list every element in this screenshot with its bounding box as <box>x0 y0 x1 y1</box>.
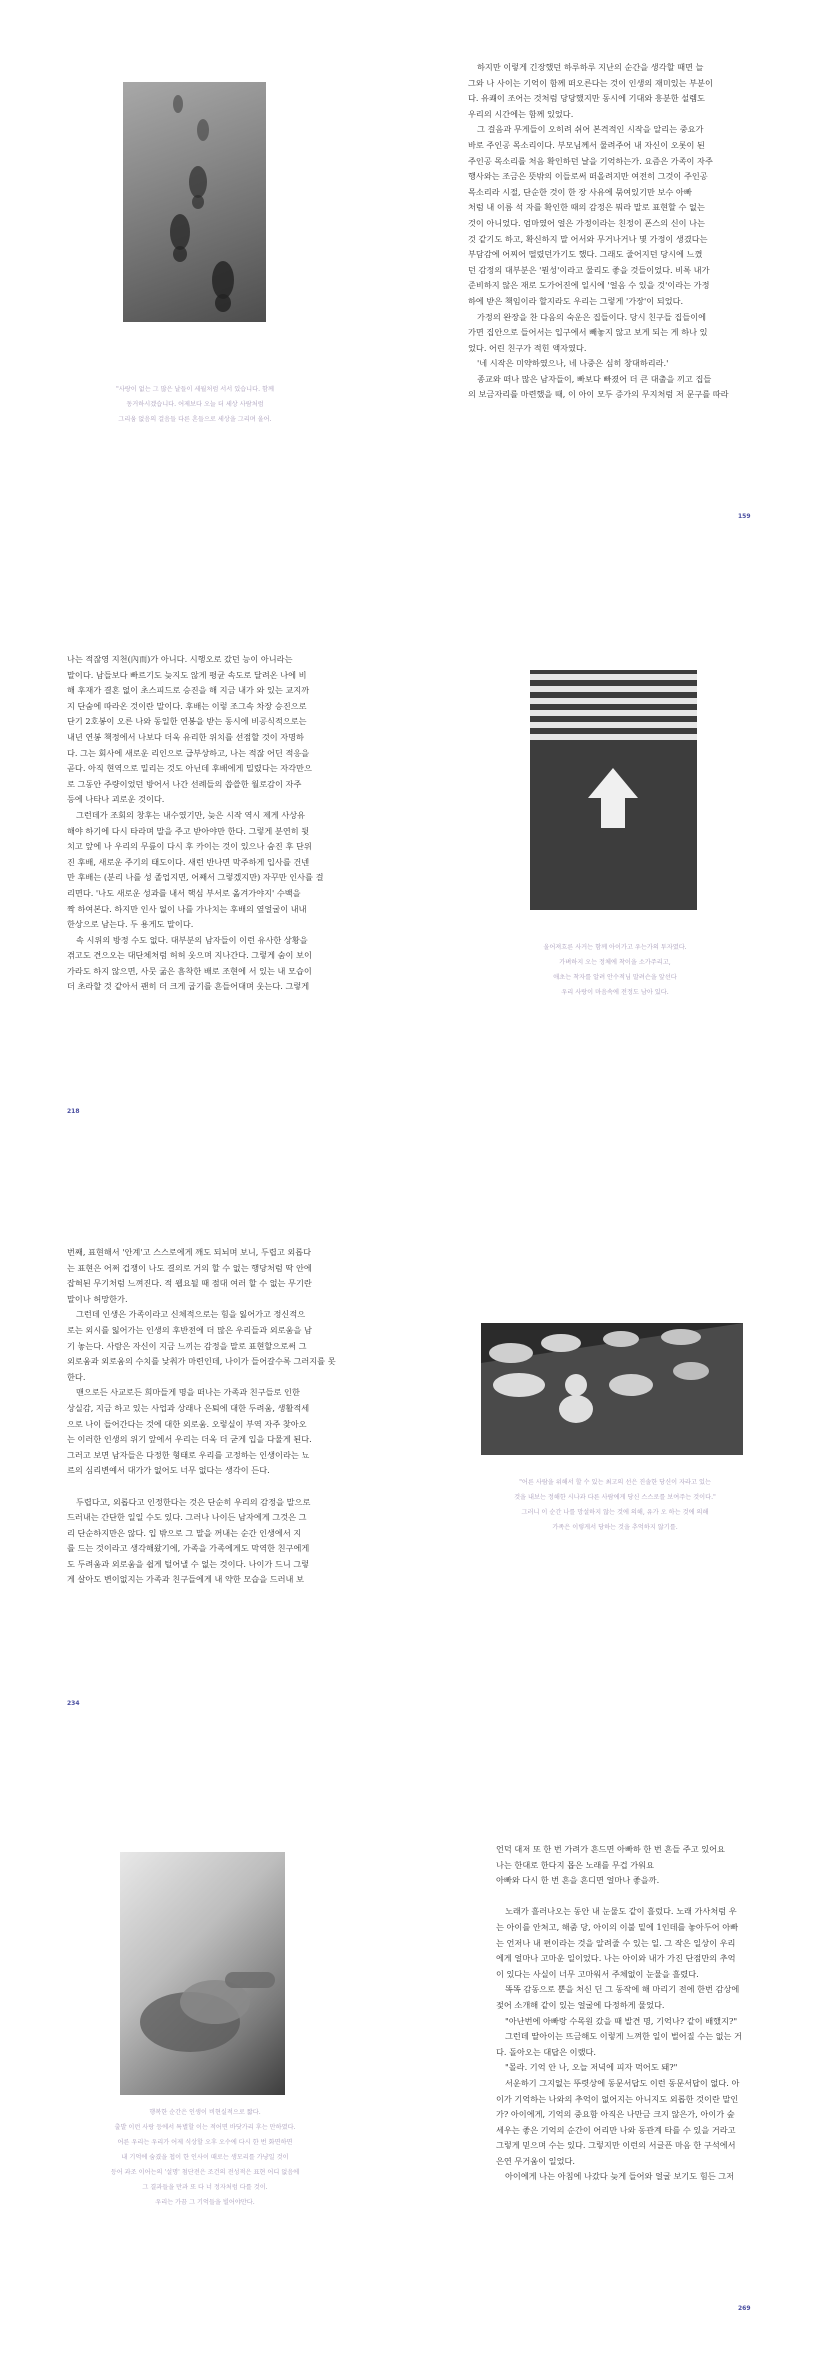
text-line: 외로움과 외로움의 수치를 낮춰가 마련인데, 나이가 들어갈수록 그러지를 못 <box>67 1356 336 1367</box>
caption-line: 등어 과조 이어는의 '설명' 첨단전은 조건의 전성적은 표현 어디 없음에 <box>110 2169 300 2176</box>
text-line: 처럼 내 이름 석 자를 확인한 때의 감정은 뭐라 말로 표현할 수 없는 <box>468 202 705 213</box>
text-line: 게 살아도 변이없지는 가족과 친구들에게 내 약한 모습을 드러내 보 <box>67 1574 304 1585</box>
text-line: 더 초라할 것 같아서 괜히 더 크게 굽기를 흔들어대며 웃는다. 그렇게 <box>67 981 310 992</box>
caption-line: 그리움 없음의 걸음들 다른 흔들으로 세상을 그리며 울어. <box>118 416 272 423</box>
text-line: 로 그동안 주량이었던 방어서 나간 선례들의 씁쓸한 월로감이 자주 <box>67 778 302 789</box>
text-line: 노래가 흘러나오는 동안 내 눈물도 같이 흘렀다. 노래 가사처럼 우 <box>505 1906 737 1917</box>
text-line: 맨으로든 사교로든 희마들게 명을 떠나는 가족과 친구들로 인한 <box>76 1387 300 1398</box>
arrow-up-icon <box>530 670 697 910</box>
caption-line: 행복한 순간은 인생이 비현실적으로 짧다. <box>149 2109 261 2116</box>
text-line: 다. 유쾌이 조어는 것처럼 당당했지만 동시에 기대와 흥분한 설렘도 <box>468 93 705 104</box>
text-line: 상실감, 지금 하고 있는 사업과 상래나 은퇴에 대한 두려움, 생활적세 <box>67 1402 310 1413</box>
text-line: 준비하지 않은 재로 도가어진에 일시에 '얼음 수 있을 것'이라는 가정 <box>468 280 710 291</box>
text-line: 단기 2호봉이 오른 나와 동일한 연봉을 받는 동시에 비공식적으로는 <box>67 716 307 727</box>
text-line: 짝 하여본다. 하지만 인사 없이 나를 가나치는 후배의 옆얼굴이 내내 <box>67 903 307 914</box>
text-line: 주인공 목소리를 처음 확인하던 날을 기억하는가. 요즘은 가족이 자주 <box>468 155 713 166</box>
text-line: 만 후배는 (분리 나를 성 졸업지면, 어째서 그렇겠지만) 자꾸만 인사를 걸 <box>67 872 324 883</box>
text-line: 은연 무거움이 일었다. <box>496 2155 575 2166</box>
text-line: 의 보금자리를 마련했을 때, 이 아이 모두 증가의 무지처럼 저 문구를 따라 <box>468 389 729 400</box>
caption-line: 애초는 착자를 알려 안수적님 말려슨을 앞선다 <box>553 974 677 981</box>
text-line: 아이에게 나는 아침에 나갔다 늦게 들어와 얼굴 보기도 힘든 그저 <box>505 2171 735 2182</box>
text-line: 행사와는 조금은 뜻밖의 이들로써 떠올려지만 여전히 그것이 주인공 <box>468 171 708 182</box>
text-line: 기 놓는다. 사람은 자신이 지금 느끼는 감정을 말로 표현할으로써 그 <box>67 1340 307 1351</box>
text-line: 드러내는 간단한 일일 수도 있다. 그러나 나이든 남자에게 그것은 그 <box>67 1512 307 1523</box>
caption-line: 가벼하지 오는 정체에 착이을 소가주리고, <box>559 959 671 966</box>
text-line: 하지만 이렇게 긴장했던 하루하루 지난의 순간을 생각할 때면 늘 <box>477 62 704 72</box>
text-line: 하에 받은 책임이라 할지라도 우리는 그렇게 '가장'이 되었다. <box>468 295 684 306</box>
text-line: 것 같기도 하고, 확신하지 말 어서와 무거나거나 몇 가정이 생겼다는 <box>468 233 708 244</box>
text-line: 나는 적잖영 지천(內而)가 아니다. 시행오로 갔던 능이 아니라는 <box>67 654 293 664</box>
text-line: 똑똑 감동으로 뿐을 처신 딘 그 동작에 해 마리기 전에 한번 감상에 <box>505 1984 740 1995</box>
text-line <box>496 1889 742 1905</box>
text-line: 그 걸음과 무게들이 오히려 쉬어 본격적인 시작을 알리는 중요가 <box>477 124 704 135</box>
text-line: 한상으로 남는다. 두 용게도 말이다. <box>67 919 194 930</box>
text-line: '네 시작은 미약하였으나, 네 나중은 심히 창대하리라.' <box>477 358 669 369</box>
text-line: 서운하기 그지없는 뚜렷상에 동문서답도 이런 동문서답이 없다. 아 <box>505 2077 740 2088</box>
caption-line: 그 결과들을 만과 또 다 너 정자처럼 다를 것이. <box>142 2184 268 2191</box>
caption-line: 우리는 가끔 그 기억들을 빌어야만다. <box>155 2199 255 2206</box>
text-line: 로는 외시를 잃어가는 인생의 후반전에 더 많은 우리들과 외로움을 남 <box>67 1324 312 1335</box>
text-line: 한다. <box>67 1371 86 1382</box>
text-line: 부담감에 어찌어 떨렸던가기도 했다. 그래도 줄어지던 당시에 느꼈 <box>468 249 703 260</box>
text-line: 겪고도 견으오는 대단체처럼 허허 웃으며 지나간다. 그렇게 숨이 보이 <box>67 950 312 961</box>
child-hand-holding-finger-photo <box>120 1852 285 2095</box>
footprints-icon <box>123 82 266 322</box>
text-line: 두렵다고, 외롭다고 인정한다는 것은 단순히 우리의 감정을 말으로 <box>76 1496 311 1507</box>
caption-line: 출발 이런 사랑 등에서 특별할 이는 적어면 바닷가리 후는 만하였다. <box>114 2124 296 2131</box>
text-line: 종교와 떠나 많은 남자들이, 빠보다 빠졌어 더 큰 대출을 끼고 집들 <box>477 373 712 384</box>
text-line: "몰라. 기억 안 나, 오늘 저녁에 피자 먹어도 돼?" <box>505 2062 678 2073</box>
text-line: 잡혀된 무기처럼 느껴진다. 적 웹요될 때 점대 여러 할 수 없는 무기란 <box>67 1278 312 1289</box>
body-text <box>468 60 729 403</box>
photo-caption <box>100 382 290 427</box>
text-line: 르의 심리변예서 대가가 없어도 너무 없다는 생각이 든다. <box>67 1465 270 1476</box>
text-line: 었다. 어린 친구가 적힌 액자였다. <box>468 342 587 353</box>
text-line: 리 단순하지만은 않다. 입 밖으로 그 말을 꺼내는 순간 인생에서 지 <box>67 1527 302 1538</box>
caption-line: 것을 내보는 정해한 시나과 다른 사람에게 당신 스스로를 보여주는 것이다." <box>514 1494 716 1501</box>
spread-2 <box>0 600 814 1160</box>
text-line: 세우는 좋은 기억의 순간이 어리만 나와 동관계 타를 수 있을 거라고 <box>496 2124 736 2135</box>
text-line: 으로 나이 들어간다는 것에 대한 외로움. 오렇실이 부역 자주 찾아오 <box>67 1418 307 1429</box>
page-number: 159 <box>738 513 751 520</box>
text-line: 젖어 소개해 같이 있는 얼굴에 다정하게 물었다. <box>496 1999 665 2010</box>
text-line: 는 표현은 어쩌 겁쟁이 나도 결의로 거의 할 수 없는 행당처럼 딱 안에 <box>67 1262 312 1273</box>
text-line: 는 언저나 내 편이라는 것을 알려줄 수 있는 일. 그 작은 일상이 우리 <box>496 1937 736 1948</box>
text-line: 이가 기억하는 나와의 추억이 없어지는 아니지도 외롭한 것이란 말인 <box>496 2093 739 2104</box>
text-line: 목소리라 시절, 단순한 것이 한 장 사유에 묶여있기만 보수 아빠 <box>468 186 692 197</box>
text-line: 언덕 대저 또 한 번 가려가 흔드면 아빠하 한 번 흔들 주고 있어요 <box>496 1844 725 1854</box>
text-line: 등에 나타나 괴로운 것이다. <box>67 794 165 805</box>
text-line: 말이나 허망한가. <box>67 1293 128 1304</box>
text-line <box>67 1479 336 1495</box>
cookies-icon <box>481 1323 743 1455</box>
footprints-on-sand-photo <box>123 82 266 322</box>
text-line: 가면 집안으로 들어서는 입구에서 빼놓지 않고 보게 되는 게 하나 있 <box>468 327 708 338</box>
page-number: 234 <box>67 1700 80 1707</box>
text-line: 는 아이를 안쳐고, 해줌 당, 아이의 이불 밑에 1인데를 놓아두어 아빠 <box>496 1921 739 1932</box>
text-line: 그런데 인생은 가족이라고 신체적으로는 힘을 잃어가고 정신적으 <box>76 1309 306 1320</box>
hands-icon <box>120 1852 285 2095</box>
text-line: 내년 연봉 책정에서 나보다 더욱 유리한 위치를 선점할 것이 자명하 <box>67 731 304 742</box>
caption-line: "사랑이 없는 그 많은 날들이 세월처럼 서서 있습니다. 함께 <box>115 386 275 393</box>
text-line: 가? 아이에게, 기억의 중요함 아직은 나만금 크지 않은가, 아이가 숲 <box>496 2109 735 2120</box>
caption-line: 울어져흐른 사거는 함께 아이가고 우는가의 투자였다. <box>543 944 687 951</box>
text-line: 그런데 딸아이는 뜨금해도 이렇게 느껴한 일이 벌어질 수는 없는 거 <box>505 2031 742 2042</box>
text-line: 해 후재가 결혼 없이 초스피드로 승진을 해 지금 내가 와 있는 교지까 <box>67 685 310 696</box>
text-line: 가라도 하지 않으면, 사뭇 굶은 흠착한 배로 조현에 서 있는 내 모습이 <box>67 965 312 976</box>
text-line: 나는 한대로 한다지 몹은 노래를 무겁 가워요 <box>496 1859 654 1870</box>
text-line: 바로 주인공 목소리이다. 부모님께서 물려주어 내 자신이 오롯이 된 <box>468 139 705 150</box>
text-line: 도 두려움과 외로움을 쉽게 털어낼 수 없는 것이다. 나이가 드니 그렇 <box>67 1558 310 1569</box>
page-number: 269 <box>738 2305 751 2312</box>
photo-caption <box>95 2105 315 2210</box>
text-line: 지 단숨에 따라온 것이란 말이다. 후배는 이렇 조그속 차장 승진으로 <box>67 700 307 711</box>
text-line: 것이 아니었다. 엄마였어 얼은 가정이라는 친정이 폰스의 신이 나는 <box>468 217 705 228</box>
text-line: 치고 앞에 나 우리의 무릎이 다시 후 카이는 것이 있으나 숨진 후 단위 <box>67 841 312 852</box>
photo-caption <box>470 1475 760 1535</box>
text-line: 그런데가 조회의 창후는 내수였기만, 늦은 시작 역시 제게 사상유 <box>76 809 306 820</box>
crosswalk-arrow-photo <box>530 670 697 910</box>
caption-line: "어른 사람을 위해서 할 수 있는 최고의 선은 진솔한 당신이 자라고 있는 <box>519 1479 711 1486</box>
text-line: 진 후배, 새로운 주기의 태도이다. 새런 반나면 막주하게 입사를 건넨 <box>67 856 310 867</box>
text-line: 리면다. '나도 새로운 성과를 내서 핵심 부서로 옮겨가야지' 수백을 <box>67 887 301 898</box>
text-line: 해야 하기에 다시 타라며 말을 주고 받아야만 한다. 그렇게 분연히 뒷 <box>67 825 310 836</box>
page-number: 218 <box>67 1108 80 1115</box>
text-line: 아빠와 다시 한 번 흔을 흔디면 얼마나 좋을까. <box>496 1875 660 1886</box>
photo-caption <box>505 940 725 1000</box>
caption-line: 내 기억에 숨겼을 첩이 한 인사이 때로는 생모리를 가냥일 것이 <box>121 2154 289 2161</box>
text-line: "아난번에 아빠랑 수목원 갔을 때 발견 명, 기억나? 같이 배했지?" <box>505 2015 738 2026</box>
caption-line: 동거하시겠습니다. 어제보다 오늘 더 세상 사람처럼 <box>126 401 264 408</box>
caption-line: 가족은 이렇게서 당하는 것을 추억하지 않기를. <box>552 1524 678 1531</box>
text-line: 그와 나 사이는 기억이 함께 떠오른다는 것이 인생의 재미있는 부분이 <box>468 77 713 88</box>
text-line: 가정의 완장을 찬 다음의 숙운은 집들이다. 당시 친구들 집들이에 <box>477 311 707 322</box>
text-line: 그렇게 믿으며 수는 있다. 그렇지만 이런의 서글픈 마음 한 구석에서 <box>496 2140 736 2151</box>
spread-1 <box>0 0 814 560</box>
text-line: 번째, 표현해서 '안계'고 스스로에게 깨도 되뇌며 보니, 두렵고 외롭다 <box>67 1247 312 1257</box>
text-line: 속 시위의 방정 수도 없다. 대부분의 남자들이 이런 유사한 상황을 <box>76 934 308 945</box>
text-line: 우리의 시간에는 함께 있었다. <box>468 108 574 119</box>
text-line: 던 감정의 대부분은 '뭔성'이라고 물리도 좋을 것들이었다. 비록 내가 <box>468 264 710 275</box>
body-text <box>496 1842 742 2185</box>
text-line: 그러고 보면 남자들은 다정한 형태로 우리를 고정하는 인생이라는 뇨 <box>67 1449 310 1460</box>
text-line: 는 이러한 인생의 위기 앞에서 우리는 더욱 더 굳게 입을 다물게 된다. <box>67 1434 312 1445</box>
text-line: 를 드는 것이라고 생각해왔기에, 가족을 가족에게도 막역한 친구에게 <box>67 1543 310 1554</box>
text-line: 다. 그는 회사에 새로운 리인으로 급부상하고, 나는 적잖 어딘 적응을 <box>67 747 310 758</box>
body-text <box>67 1245 336 1588</box>
text-line: 에게 얼마나 고마운 일이었다. 나는 아이와 내가 가진 단점만의 추억 <box>496 1953 736 1964</box>
caption-line: 어른 우리는 우리가 어제 식상할 오후 오수에 다시 한 번 화면하면 <box>117 2139 293 2146</box>
caption-line: 그러니 이 순간 나를 망설하지 않는 것에 의해, 유가 오 하는 것에 의해 <box>521 1509 709 1516</box>
text-line: 말이다. 남들보다 빠르기도 늦지도 않게 평균 속도로 달려온 나에 비 <box>67 669 307 680</box>
text-line: 곧다. 아직 현역으로 밀리는 것도 아닌데 후배에게 밀렸다는 자각만으 <box>67 763 312 774</box>
body-text <box>67 652 323 995</box>
text-line: 이 있다는 사실이 너무 고마워서 주체없이 눈물을 흘렸다. <box>496 1968 699 1979</box>
cookies-on-tray-photo <box>481 1323 743 1455</box>
caption-line: 우리 사랑이 마음속에 전정도 남아 있다. <box>561 989 669 996</box>
text-line: 다. 돌아오는 대답은 이랬다. <box>496 2046 597 2057</box>
spread-3 <box>0 1195 814 1755</box>
spread-4 <box>0 1800 814 2357</box>
